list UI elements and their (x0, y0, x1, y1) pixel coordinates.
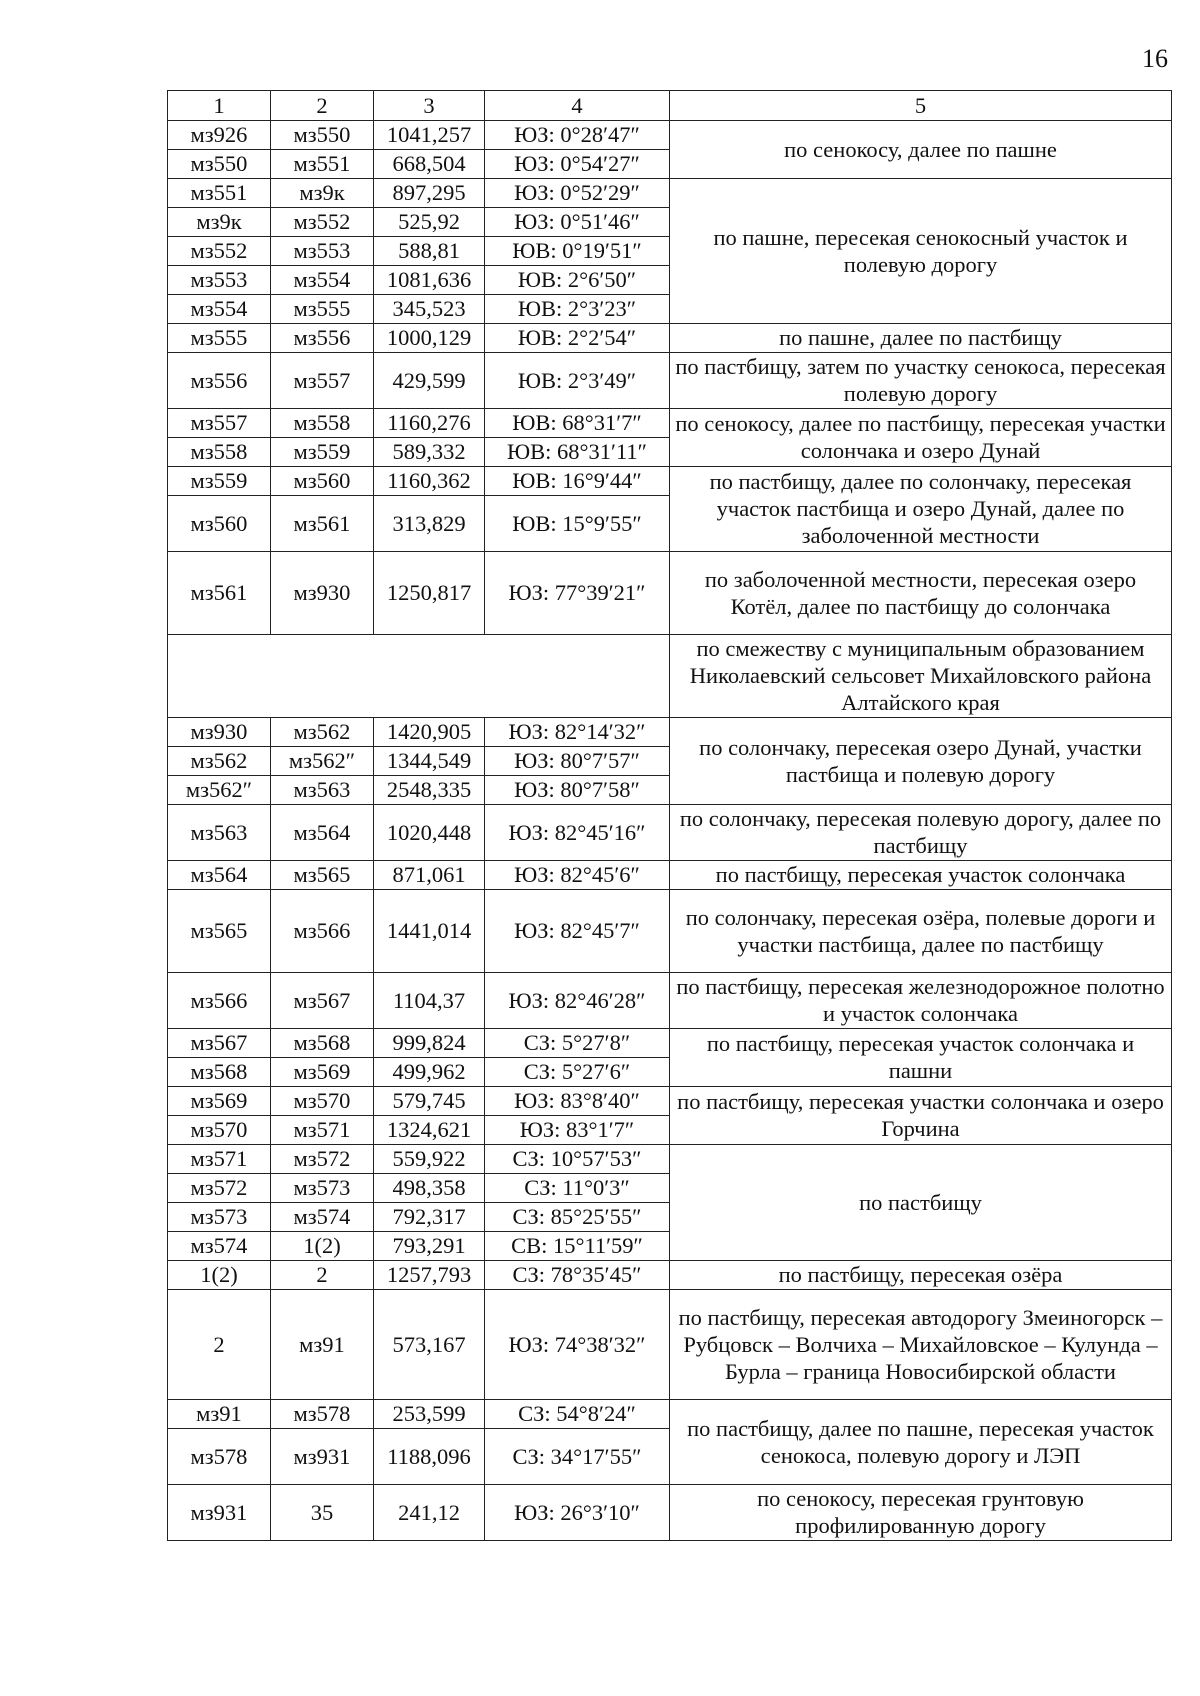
description-cell: по заболоченной местности, пересекая озеро Котёл, далее по пастбищу до солончака (670, 551, 1172, 634)
point-to-cell: мз566 (271, 889, 374, 972)
point-to-cell: мз563 (271, 775, 374, 804)
point-to-cell: мз572 (271, 1144, 374, 1173)
bearing-cell: ЮВ: 2°3′23″ (485, 294, 670, 323)
description-cell: по сенокосу, далее по пашне (670, 120, 1172, 178)
length-cell: 525,92 (374, 207, 485, 236)
length-cell: 573,167 (374, 1289, 485, 1399)
point-to-cell: мз567 (271, 972, 374, 1028)
bearing-cell: СЗ: 54°8′24″ (485, 1399, 670, 1428)
table-row (168, 717, 1172, 746)
point-to-cell: мз556 (271, 323, 374, 352)
length-cell: 429,599 (374, 352, 485, 408)
point-from-cell: мз557 (168, 408, 271, 437)
table-row (168, 860, 1172, 889)
point-to-cell: мз91 (271, 1289, 374, 1399)
point-to-cell: мз568 (271, 1028, 374, 1057)
point-to-cell: мз569 (271, 1057, 374, 1086)
page-number: 16 (1142, 44, 1168, 73)
header-col-2: 2 (271, 91, 374, 121)
point-from-cell: мз572 (168, 1173, 271, 1202)
point-from-cell: мз550 (168, 149, 271, 178)
point-from-cell: мз562 (168, 746, 271, 775)
description-cell: по пашне, пересекая сенокосный участок и полевую дорогу (670, 178, 1172, 323)
bearing-cell: СЗ: 10°57′53″ (485, 1144, 670, 1173)
point-from-cell: мз566 (168, 972, 271, 1028)
point-from-cell: мз555 (168, 323, 271, 352)
point-to-cell: мз558 (271, 408, 374, 437)
table-row (168, 972, 1172, 1028)
length-cell: 999,824 (374, 1028, 485, 1057)
length-cell: 871,061 (374, 860, 485, 889)
bearing-cell: ЮЗ: 82°45′7″ (485, 889, 670, 972)
point-to-cell: мз565 (271, 860, 374, 889)
description-cell: по пастбищу, затем по участку сенокоса, пересекая полевую дорогу (670, 352, 1172, 408)
table-row (168, 178, 1172, 207)
point-from-cell: мз567 (168, 1028, 271, 1057)
bearing-cell: СЗ: 11°0′3″ (485, 1173, 670, 1202)
point-from-cell: мз926 (168, 120, 271, 149)
point-to-cell: мз564 (271, 804, 374, 860)
length-cell: 559,922 (374, 1144, 485, 1173)
description-cell: по пастбищу, пересекая участки солончака и озеро Горчина (670, 1086, 1172, 1144)
point-to-cell: мз551 (271, 149, 374, 178)
point-to-cell: 2 (271, 1260, 374, 1289)
length-cell: 589,332 (374, 437, 485, 466)
length-cell: 897,295 (374, 178, 485, 207)
length-cell: 1160,276 (374, 408, 485, 437)
table-row (168, 1484, 1172, 1540)
point-from-cell: мз931 (168, 1484, 271, 1540)
table-row (168, 804, 1172, 860)
header-col-3: 3 (374, 91, 485, 121)
table-row (168, 634, 1172, 717)
header-row (168, 91, 1172, 121)
table-row (168, 1399, 1172, 1428)
bearing-cell: СЗ: 34°17′55″ (485, 1428, 670, 1484)
length-cell: 793,291 (374, 1231, 485, 1260)
length-cell: 1257,793 (374, 1260, 485, 1289)
point-from-cell: мз556 (168, 352, 271, 408)
point-from-cell: мз558 (168, 437, 271, 466)
point-from-cell: мз578 (168, 1428, 271, 1484)
bearing-cell: ЮВ: 0°19′51″ (485, 236, 670, 265)
point-to-cell: мз573 (271, 1173, 374, 1202)
description-cell: по пастбищу, пересекая автодорогу Змеиногорск – Рубцовск – Волчиха – Михайловское – Кулунда – Бурла – граница Новосибирской области (670, 1289, 1172, 1399)
length-cell: 1420,905 (374, 717, 485, 746)
bearing-cell: СЗ: 78°35′45″ (485, 1260, 670, 1289)
description-cell: по пастбищу, далее по пашне, пересекая участок сенокоса, полевую дорогу и ЛЭП (670, 1399, 1172, 1484)
point-to-cell: мз554 (271, 265, 374, 294)
point-from-cell: мз574 (168, 1231, 271, 1260)
description-cell: по пастбищу, пересекая участок солончака и пашни (670, 1028, 1172, 1086)
bearing-cell: ЮВ: 68°31′11″ (485, 437, 670, 466)
point-to-cell: мз571 (271, 1115, 374, 1144)
point-from-cell: мз561 (168, 551, 271, 634)
length-cell: 1344,549 (374, 746, 485, 775)
description-cell: по солончаку, пересекая озёра, полевые дороги и участки пастбища, далее по пастбищу (670, 889, 1172, 972)
length-cell: 2548,335 (374, 775, 485, 804)
point-to-cell: мз570 (271, 1086, 374, 1115)
point-from-cell: мз551 (168, 178, 271, 207)
header-col-1: 1 (168, 91, 271, 121)
length-cell: 579,745 (374, 1086, 485, 1115)
header-col-5: 5 (670, 91, 1172, 121)
length-cell: 1324,621 (374, 1115, 485, 1144)
point-to-cell: мз562 (271, 717, 374, 746)
length-cell: 1000,129 (374, 323, 485, 352)
point-from-cell: мз564 (168, 860, 271, 889)
point-to-cell: мз930 (271, 551, 374, 634)
length-cell: 1041,257 (374, 120, 485, 149)
bearing-cell: ЮВ: 2°6′50″ (485, 265, 670, 294)
table-header (168, 91, 1172, 121)
point-from-cell: мз9к (168, 207, 271, 236)
table-row (168, 551, 1172, 634)
point-from-cell: мз553 (168, 265, 271, 294)
bearing-cell: ЮЗ: 77°39′21″ (485, 551, 670, 634)
length-cell: 1250,817 (374, 551, 485, 634)
point-to-cell: мз552 (271, 207, 374, 236)
table-row (168, 1289, 1172, 1399)
bearing-cell: ЮЗ: 0°51′46″ (485, 207, 670, 236)
length-cell: 668,504 (374, 149, 485, 178)
point-from-cell: мз562″ (168, 775, 271, 804)
point-to-cell: 1(2) (271, 1231, 374, 1260)
bearing-cell: ЮВ: 2°2′54″ (485, 323, 670, 352)
description-cell: по пашне, далее по пастбищу (670, 323, 1172, 352)
length-cell: 241,12 (374, 1484, 485, 1540)
point-from-cell: мз570 (168, 1115, 271, 1144)
table-row (168, 323, 1172, 352)
point-to-cell: мз578 (271, 1399, 374, 1428)
point-from-cell: мз91 (168, 1399, 271, 1428)
point-from-cell: мз559 (168, 466, 271, 495)
point-from-cell: мз560 (168, 495, 271, 551)
length-cell: 588,81 (374, 236, 485, 265)
bearing-cell: ЮЗ: 74°38′32″ (485, 1289, 670, 1399)
bearing-cell: СЗ: 85°25′55″ (485, 1202, 670, 1231)
table-row (168, 120, 1172, 149)
blank-merged-cell (168, 634, 670, 717)
point-to-cell: 35 (271, 1484, 374, 1540)
point-from-cell: мз573 (168, 1202, 271, 1231)
description-cell: по сенокосу, пересекая грунтовую профилированную дорогу (670, 1484, 1172, 1540)
table-row (168, 408, 1172, 437)
table-row (168, 1260, 1172, 1289)
point-to-cell: мз562″ (271, 746, 374, 775)
bearing-cell: СЗ: 5°27′8″ (485, 1028, 670, 1057)
bearing-cell: ЮВ: 16°9′44″ (485, 466, 670, 495)
bearing-cell: ЮЗ: 80°7′58″ (485, 775, 670, 804)
length-cell: 1160,362 (374, 466, 485, 495)
bearing-cell: ЮЗ: 82°45′6″ (485, 860, 670, 889)
table-body (168, 120, 1172, 1540)
bearing-cell: ЮЗ: 82°14′32″ (485, 717, 670, 746)
table-row (168, 352, 1172, 408)
bearing-cell: ЮЗ: 83°1′7″ (485, 1115, 670, 1144)
bearing-cell: ЮЗ: 83°8′40″ (485, 1086, 670, 1115)
point-to-cell: мз557 (271, 352, 374, 408)
description-cell: по солончаку, пересекая полевую дорогу, далее по пастбищу (670, 804, 1172, 860)
bearing-cell: ЮЗ: 0°28′47″ (485, 120, 670, 149)
point-to-cell: мз560 (271, 466, 374, 495)
header-col-4: 4 (485, 91, 670, 121)
point-from-cell: мз930 (168, 717, 271, 746)
table-row (168, 1086, 1172, 1115)
length-cell: 1188,096 (374, 1428, 485, 1484)
point-to-cell: мз559 (271, 437, 374, 466)
point-to-cell: мз9к (271, 178, 374, 207)
bearing-cell: ЮЗ: 82°45′16″ (485, 804, 670, 860)
point-from-cell: 1(2) (168, 1260, 271, 1289)
bearing-cell: ЮЗ: 26°3′10″ (485, 1484, 670, 1540)
length-cell: 498,358 (374, 1173, 485, 1202)
bearing-cell: ЮЗ: 0°54′27″ (485, 149, 670, 178)
bearing-cell: ЮВ: 2°3′49″ (485, 352, 670, 408)
description-cell: по смежеству с муниципальным образованием Николаевский сельсовет Михайловского района Алтайского края (670, 634, 1172, 717)
bearing-cell: ЮВ: 15°9′55″ (485, 495, 670, 551)
description-cell: по солончаку, пересекая озеро Дунай, участки пастбища и полевую дорогу (670, 717, 1172, 804)
length-cell: 499,962 (374, 1057, 485, 1086)
point-from-cell: мз568 (168, 1057, 271, 1086)
length-cell: 1441,014 (374, 889, 485, 972)
description-cell: по пастбищу, пересекая озёра (670, 1260, 1172, 1289)
point-to-cell: мз550 (271, 120, 374, 149)
point-from-cell: мз552 (168, 236, 271, 265)
bearing-cell: ЮЗ: 80°7′57″ (485, 746, 670, 775)
point-from-cell: мз569 (168, 1086, 271, 1115)
length-cell: 1020,448 (374, 804, 485, 860)
point-from-cell: мз554 (168, 294, 271, 323)
table-row (168, 1028, 1172, 1057)
point-from-cell: мз565 (168, 889, 271, 972)
point-to-cell: мз574 (271, 1202, 374, 1231)
bearing-cell: ЮЗ: 82°46′28″ (485, 972, 670, 1028)
length-cell: 1081,636 (374, 265, 485, 294)
point-to-cell: мз553 (271, 236, 374, 265)
boundary-table (167, 90, 1172, 1541)
description-cell: по пастбищу (670, 1144, 1172, 1260)
description-cell: по сенокосу, далее по пастбищу, пересекая участки солончака и озеро Дунай (670, 408, 1172, 466)
length-cell: 345,523 (374, 294, 485, 323)
point-from-cell: мз571 (168, 1144, 271, 1173)
table-row (168, 466, 1172, 495)
description-cell: по пастбищу, пересекая железнодорожное полотно и участок солончака (670, 972, 1172, 1028)
bearing-cell: ЮЗ: 0°52′29″ (485, 178, 670, 207)
bearing-cell: СЗ: 5°27′6″ (485, 1057, 670, 1086)
point-to-cell: мз931 (271, 1428, 374, 1484)
point-to-cell: мз561 (271, 495, 374, 551)
point-from-cell: мз563 (168, 804, 271, 860)
table-row (168, 1144, 1172, 1173)
bearing-cell: СВ: 15°11′59″ (485, 1231, 670, 1260)
description-cell: по пастбищу, пересекая участок солончака (670, 860, 1172, 889)
table-row (168, 889, 1172, 972)
length-cell: 1104,37 (374, 972, 485, 1028)
description-cell: по пастбищу, далее по солончаку, пересекая участок пастбища и озеро Дунай, далее по заболоченной местности (670, 466, 1172, 551)
point-from-cell: 2 (168, 1289, 271, 1399)
bearing-cell: ЮВ: 68°31′7″ (485, 408, 670, 437)
point-to-cell: мз555 (271, 294, 374, 323)
length-cell: 313,829 (374, 495, 485, 551)
length-cell: 253,599 (374, 1399, 485, 1428)
length-cell: 792,317 (374, 1202, 485, 1231)
